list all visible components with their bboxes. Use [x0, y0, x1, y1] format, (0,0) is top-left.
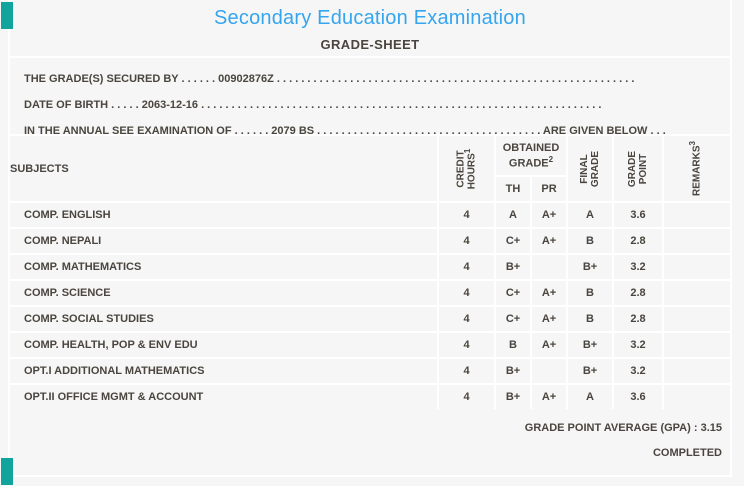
remarks-cell — [663, 332, 730, 358]
info-line-secured-by: THE GRADE(S) SECURED BY . . . . . . 00902876Z . . . . . . . . . . . . . . . . . . . . . . . . . . . . . . . . . . . . . . . . . . . . . . . . . . . . . . . . . . . — [24, 73, 635, 85]
th-grade-cell: B+ — [495, 254, 531, 280]
credit-hours-cell: 4 — [438, 358, 495, 384]
col-header-pr: PR — [531, 176, 567, 202]
gpa-value: 3.15 — [700, 422, 722, 434]
grade-point-cell: 2.8 — [613, 280, 663, 306]
pr-grade-cell: A+ — [531, 280, 567, 306]
gpa-line — [10, 420, 722, 436]
subject-cell: COMP. ENGLISH — [10, 202, 438, 228]
th-grade-cell: B+ — [495, 384, 531, 409]
subject-cell: COMP. MATHEMATICS — [10, 254, 438, 280]
subject-cell: COMP. NEPALI — [10, 228, 438, 254]
footer-block — [10, 409, 730, 470]
credit-hours-cell: 4 — [438, 228, 495, 254]
credit-hours-cell: 4 — [438, 384, 495, 409]
remarks-cell — [663, 202, 730, 228]
subject-cell: COMP. SOCIAL STUDIES — [10, 306, 438, 332]
pr-grade-cell — [531, 254, 567, 280]
final-grade-cell: B — [567, 228, 613, 254]
final-grade-cell: B+ — [567, 332, 613, 358]
candidate-info-block — [10, 58, 730, 136]
subject-cell: COMP. HEALTH, POP & ENV EDU — [10, 332, 438, 358]
grade-sheet — [8, 0, 732, 477]
credit-hours-cell: 4 — [438, 332, 495, 358]
table-row — [10, 254, 730, 280]
table-row — [10, 202, 730, 228]
col-header-th: TH — [495, 176, 531, 202]
pr-grade-cell: A+ — [531, 332, 567, 358]
grade-point-cell: 2.8 — [613, 306, 663, 332]
pr-grade-cell: A+ — [531, 384, 567, 409]
pr-grade-cell: A+ — [531, 306, 567, 332]
grade-point-cell: 2.8 — [613, 228, 663, 254]
title-block — [10, 0, 730, 58]
remarks-cell — [663, 306, 730, 332]
info-line-examination-year: IN THE ANNUAL SEE EXAMINATION OF . . . . . . 2079 BS . . . . . . . . . . . . . . . . . . . . . . . . . . . . . . . . . . . . . ARE GIVEN BELOW . . . — [24, 125, 666, 137]
remarks-cell — [663, 280, 730, 306]
col-header-final-grade: FINAL GRADE — [567, 136, 613, 202]
col-header-remarks: REMARKS$^3$ — [663, 136, 730, 202]
final-grade-cell: B+ — [567, 358, 613, 384]
pr-grade-cell — [531, 358, 567, 384]
remarks-cell — [663, 228, 730, 254]
table-row — [10, 358, 730, 384]
corner-tab-bottom — [1, 458, 13, 485]
credit-hours-cell: 4 — [438, 254, 495, 280]
table-row — [10, 228, 730, 254]
grade-point-cell: 3.2 — [613, 254, 663, 280]
grades-table — [10, 136, 730, 409]
table-row — [10, 384, 730, 409]
th-grade-cell: C+ — [495, 280, 531, 306]
credit-hours-cell: 4 — [438, 280, 495, 306]
table-row — [10, 280, 730, 306]
grade-point-cell: 3.6 — [613, 384, 663, 409]
th-grade-cell: B+ — [495, 358, 531, 384]
final-grade-cell: A — [567, 202, 613, 228]
pr-grade-cell: A+ — [531, 202, 567, 228]
pr-grade-cell: A+ — [531, 228, 567, 254]
final-grade-cell: B — [567, 280, 613, 306]
col-header-grade-point: GRADE POINT — [613, 136, 663, 202]
result-status: COMPLETED — [652, 447, 722, 459]
grade-point-cell: 3.6 — [613, 202, 663, 228]
subject-cell: OPT.II OFFICE MGMT & ACCOUNT — [10, 384, 438, 409]
credit-hours-cell: 4 — [438, 202, 495, 228]
grade-point-cell: 3.2 — [613, 358, 663, 384]
grade-point-cell: 3.2 — [613, 332, 663, 358]
table-row — [10, 332, 730, 358]
page-subtitle: GRADE-SHEET — [320, 37, 420, 52]
th-grade-cell: B — [495, 332, 531, 358]
final-grade-cell: B+ — [567, 254, 613, 280]
subject-cell: OPT.I ADDITIONAL MATHEMATICS — [10, 358, 438, 384]
subject-cell: COMP. SCIENCE — [10, 280, 438, 306]
remarks-cell — [663, 254, 730, 280]
col-header-obtained-grade: OBTAINED GRADE$^2$ — [495, 136, 567, 176]
final-grade-cell: A — [567, 384, 613, 409]
col-header-credit-hours: CREDIT HOURS$^1$ — [438, 136, 495, 202]
th-grade-cell: C+ — [495, 306, 531, 332]
final-grade-cell: B — [567, 306, 613, 332]
corner-tab-top — [1, 2, 13, 29]
col-header-subjects: SUBJECTS — [10, 136, 438, 202]
th-grade-cell: C+ — [495, 228, 531, 254]
info-line-date-of-birth: DATE OF BIRTH . . . . . 2063-12-16 . . . . . . . . . . . . . . . . . . . . . . . . . . . . . . . . . . . . . . . . . . . . . . . . . . . . . . . . . . . . . . . . . . — [24, 99, 602, 111]
remarks-cell — [663, 384, 730, 409]
table-row — [10, 306, 730, 332]
page-title: Secondary Education Examination — [214, 7, 526, 29]
remarks-cell — [663, 358, 730, 384]
gpa-label: GRADE POINT AVERAGE (GPA) : — [524, 422, 698, 434]
th-grade-cell: A — [495, 202, 531, 228]
credit-hours-cell: 4 — [438, 306, 495, 332]
